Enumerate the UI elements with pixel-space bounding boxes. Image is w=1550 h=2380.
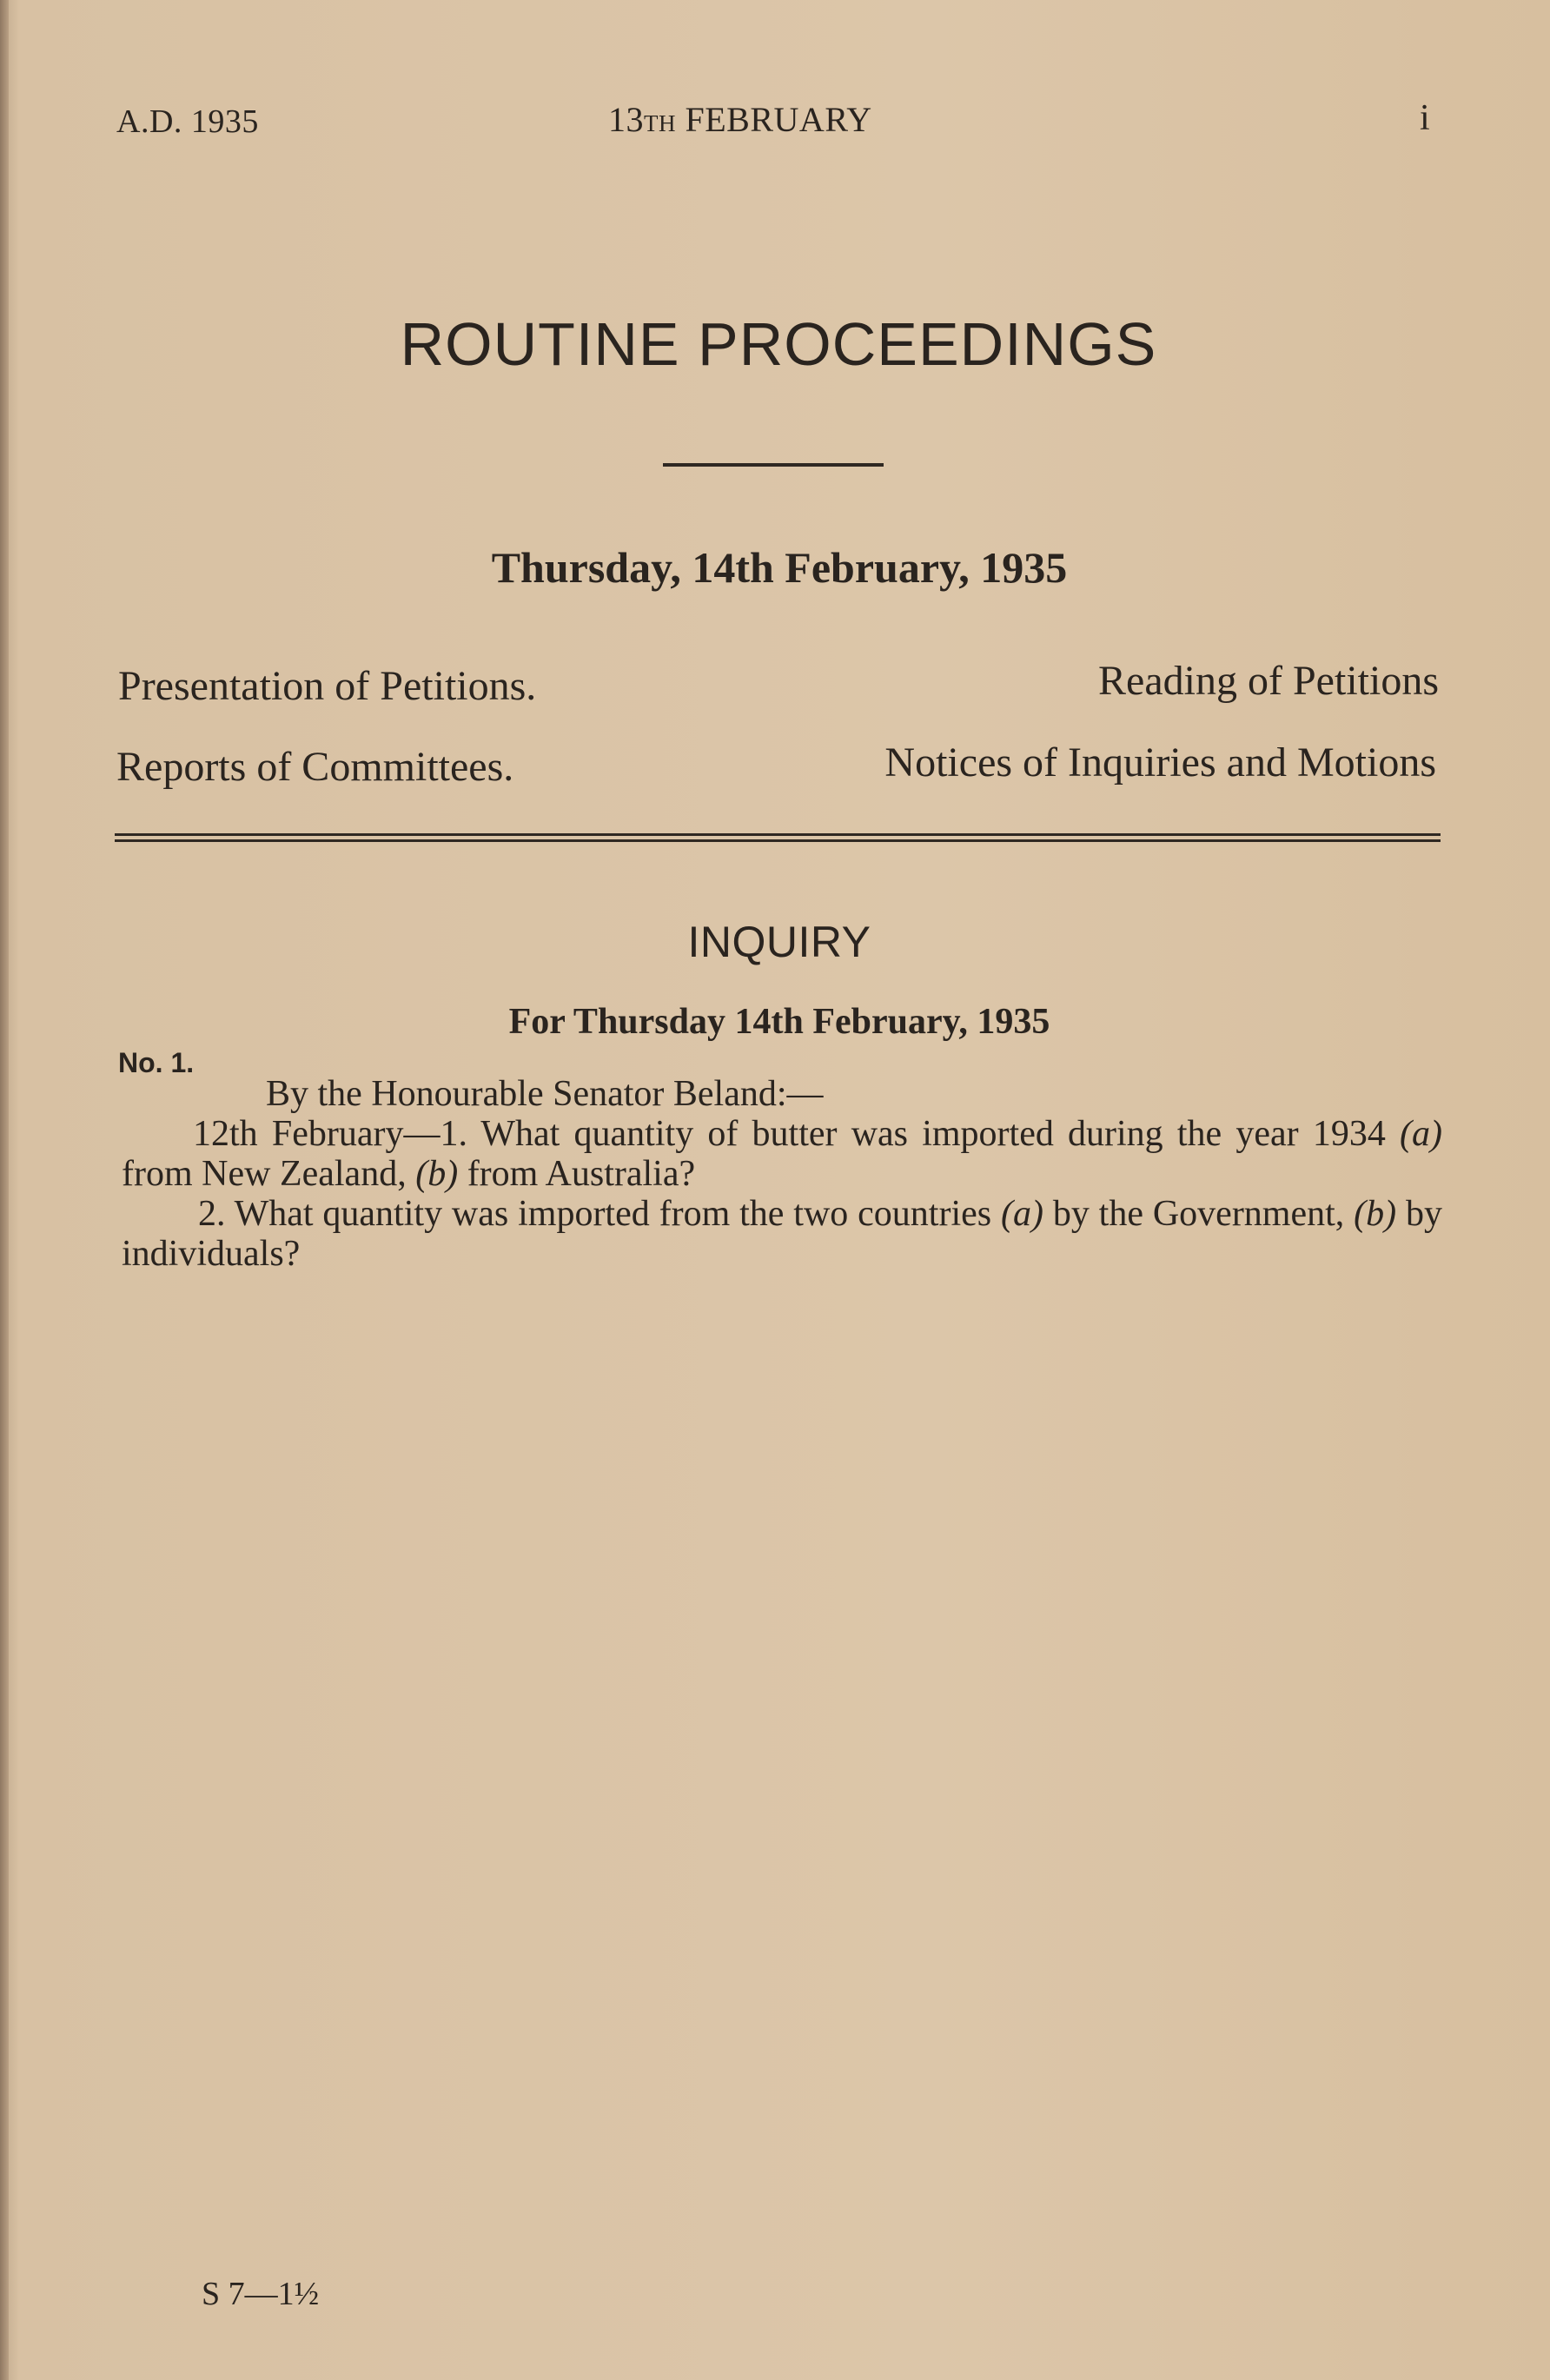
question-2-mid: by the Government, (1043, 1194, 1355, 1234)
header-date (608, 99, 872, 140)
inquiry-number: No. 1. (118, 1047, 195, 1078)
question-2-a-marker: (a) (1000, 1194, 1043, 1234)
question-1-b-marker: (b) (415, 1154, 459, 1194)
question-2-end: by individuals? (122, 1194, 1443, 1274)
order-item-reading-of-petitions: Reading of Petitions (1098, 658, 1439, 704)
question-1-a-marker: (a) (1400, 1114, 1442, 1154)
inquiry-question-2 (122, 1194, 1442, 1274)
page-number: i (1420, 98, 1430, 138)
question-1-end: from Australia? (458, 1154, 696, 1194)
question-1-prefix: 12th February—1. What quantity of butter was imported during the year 1934 (193, 1114, 1401, 1154)
header-month: FEBRUARY (685, 100, 872, 139)
inquiry-body (122, 1074, 1442, 1274)
date-heading: Thursday, 14th February, 1935 (491, 543, 1068, 592)
order-item-reports-of-committees: Reports of Committees. (116, 744, 514, 790)
question-2-b-marker: (b) (1354, 1194, 1397, 1234)
order-item-notices-of-inquiries: Notices of Inquiries and Motions (884, 739, 1436, 786)
inquiry-by-line: By the Honourable Senator Beland:— (266, 1074, 824, 1114)
question-1-mid: from New Zealand, (122, 1154, 416, 1194)
header-year: A.D. 1935 (116, 103, 259, 140)
section-divider (115, 833, 1441, 842)
order-item-presentation-of-petitions: Presentation of Petitions. (118, 663, 537, 709)
header-day: 13 (608, 100, 644, 139)
page-title: ROUTINE PROCEEDINGS (400, 310, 1157, 378)
inquiry-date: For Thursday 14th February, 1935 (508, 1002, 1050, 1042)
header-day-suffix: TH (644, 110, 676, 136)
inquiry-question-1 (122, 1114, 1442, 1194)
title-rule (663, 463, 884, 467)
inquiry-heading: INQUIRY (687, 918, 871, 966)
footer-print-code: S 7—1½ (202, 2276, 320, 2312)
question-2-prefix: 2. What quantity was imported from the two countries (198, 1194, 1001, 1234)
